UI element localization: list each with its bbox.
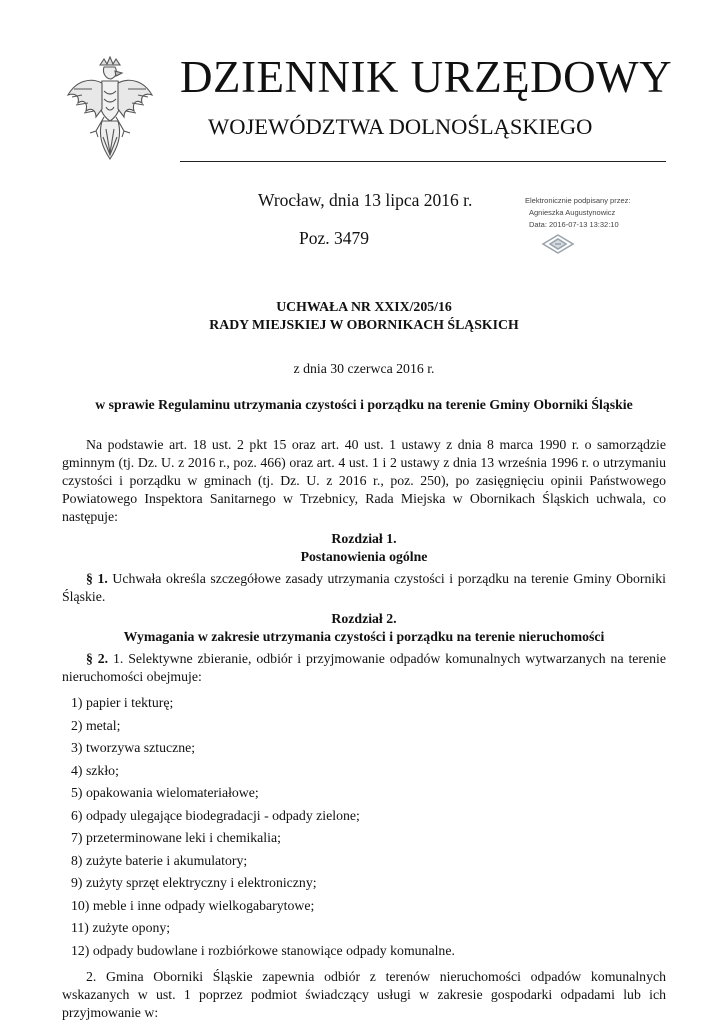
chapter-2-title: Wymagania w zakresie utrzymania czystości i porządku na terenie nieruchomości	[123, 629, 605, 644]
resolution-subject: w sprawie Regulaminu utrzymania czystości i porządku na terenie Gminy Oborniki Śląskie	[95, 397, 633, 412]
section-1-text: Uchwała określa szczegółowe zasady utrzymania czystości i porządku na terenie Gminy Oborniki Śląskie.	[62, 571, 666, 604]
section-1-label: § 1.	[86, 571, 108, 586]
chapter-2-heading: Rozdział 2.	[331, 611, 397, 626]
list-item: 8) zużyte baterie i akumulatory;	[71, 852, 248, 868]
list-item: 3) tworzywa sztuczne;	[71, 740, 196, 755]
electronic-signature-block	[525, 195, 665, 231]
list-item: 1) papier i tekturę;	[71, 695, 174, 710]
e-signature-mark-icon	[541, 233, 575, 255]
document-body	[62, 298, 666, 1022]
section-2-label: § 2.	[86, 651, 109, 666]
list-item: 10) meble i inne odpady wielkogabarytowe;	[71, 897, 315, 913]
resolution-date: z dnia 30 czerwca 2016 r.	[293, 361, 435, 376]
masthead-divider	[180, 161, 666, 162]
chapter-1-heading: Rozdział 1.	[331, 531, 397, 546]
signature-label: Elektronicznie podpisany przez:	[525, 196, 631, 205]
signature-date: Data: 2016-07-13 13:32:10	[529, 220, 619, 229]
issue-position: Poz. 3479	[299, 228, 369, 248]
list-item: 11) zużyte opony;	[71, 920, 171, 935]
chapter-1-title: Postanowienia ogólne	[300, 549, 428, 564]
signature-signer: Agnieszka Augustynowicz	[529, 208, 616, 217]
list-item: 6) odpady ulegające biodegradacji - odpady zielone;	[71, 807, 360, 823]
section-1	[62, 570, 666, 606]
list-item: 9) zużyty sprzęt elektryczny i elektroniczny;	[71, 875, 317, 890]
section-2-text: 1. Selektywne zbieranie, odbiór i przyjmowanie odpadów komunalnych wytwarzanych na terenie nieruchomości obejmuje:	[62, 651, 666, 684]
section-2-point-2: 2. Gmina Oborniki Śląskie zapewnia odbiór z terenów nieruchomości odpadów komunalnych wskazanych w ust. 1 poprzez podmiot świadczący usługi w zakresie gospodarki odpadami lub ich przyjmowanie w:	[62, 969, 666, 1020]
polish-eagle-emblem-icon	[62, 55, 158, 167]
journal-title: DZIENNIK URZĘDOWY	[180, 52, 673, 102]
waste-types-list	[62, 694, 666, 964]
list-item: 4) szkło;	[71, 762, 119, 778]
list-item: 12) odpady budowlane i rozbiórkowe stanowiące odpady komunalne.	[71, 942, 455, 958]
issue-place-date: Wrocław, dnia 13 lipca 2016 r.	[258, 190, 473, 210]
journal-subtitle: WOJEWÓDZTWA DOLNOŚLĄSKIEGO	[208, 114, 593, 139]
list-item: 2) metal;	[71, 717, 121, 733]
section-2	[62, 650, 666, 686]
list-item: 7) przeterminowane leki i chemikalia;	[71, 830, 281, 845]
list-item: 5) opakowania wielomateriałowe;	[71, 785, 259, 800]
resolution-preamble: Na podstawie art. 18 ust. 2 pkt 15 oraz art. 40 ust. 1 ustawy z dnia 8 marca 1990 r. o samorządzie gminnym (tj. Dz. U. z 2016 r., poz. 466) oraz art. 4 ust. 1 i 2 ustawy z dnia 13 września 1996 r. o utrzymaniu czystości i porządku w gminach (tj. Dz. U. z 2016 r., poz. 250), po zasięgnięciu opinii Państwowego Powiatowego Inspektora Sanitarnego w Trzebnicy, Rada Miejska w Obornikach Śląskich uchwala, co następuje:	[62, 437, 666, 524]
resolution-number: UCHWAŁA NR XXIX/205/16	[276, 299, 452, 314]
resolution-issuer: RADY MIEJSKIEJ W OBORNIKACH ŚLĄSKICH	[209, 317, 519, 332]
